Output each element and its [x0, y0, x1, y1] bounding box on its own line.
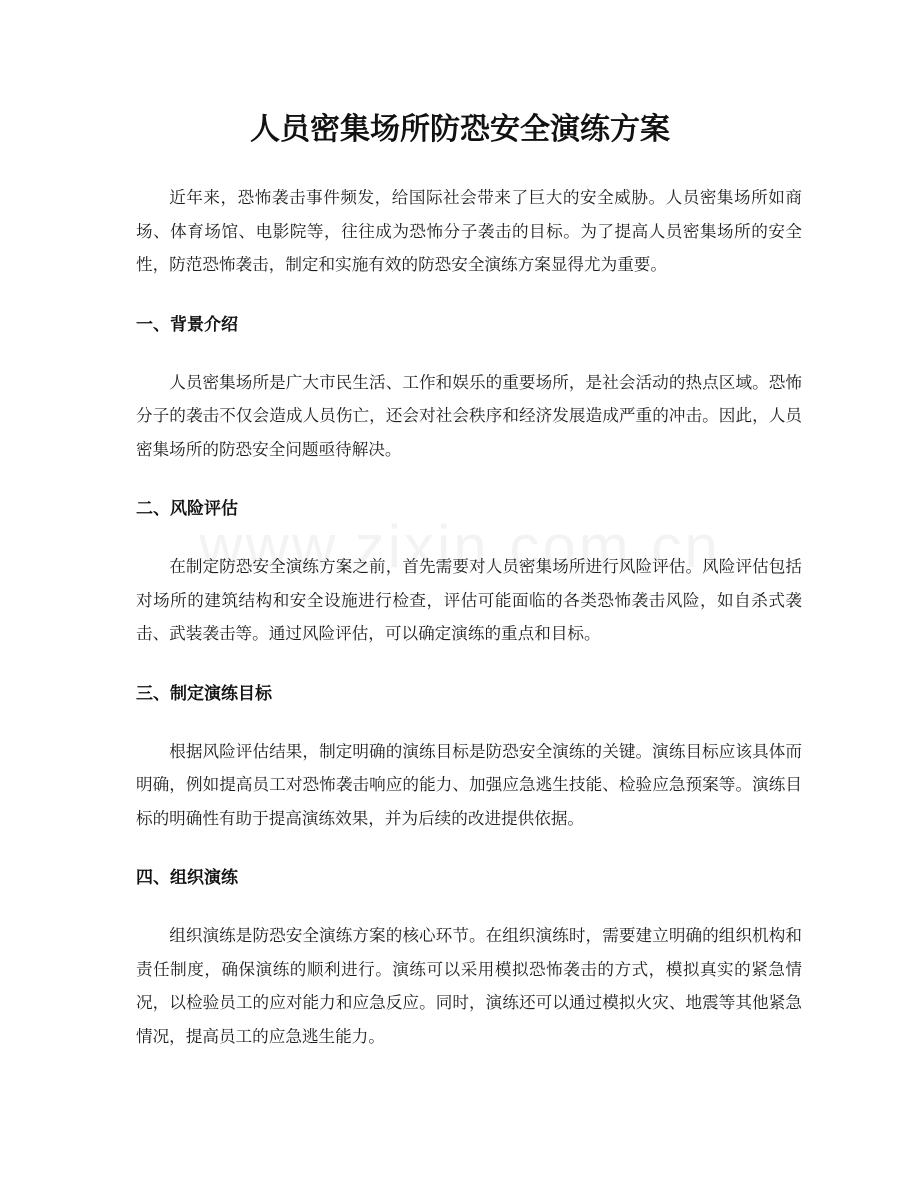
section-heading-organize-drill: 四、组织演练: [136, 868, 238, 888]
document-title: 人员密集场所防恐安全演练方案: [250, 112, 670, 147]
section-body-risk-assessment: 在制定防恐安全演练方案之前，首先需要对人员密集场所进行风险评估。风险评估包括对场所的建筑结构和安全设施进行检查，评估可能面临的各类恐怖袭击风险，如自杀式袭击、武装袭击等。通过风险评估，可以确定演练的重点和目标。: [136, 557, 802, 643]
section-heading-background: 一、背景介绍: [136, 314, 238, 335]
section-heading-drill-goals: 三、制定演练目标: [136, 683, 272, 704]
intro-paragraph: 近年来，恐怖袭击事件频发，给国际社会带来了巨大的安全威胁。人员密集场所如商场、体育场馆、电影院等，往往成为恐怖分子袭击的目标。为了提高人员密集场所的安全性，防范恐怖袭击，制定和实施有效的防恐安全演练方案显得尤为重要。: [136, 188, 802, 274]
section-body-drill-goals: 根据风险评估结果，制定明确的演练目标是防恐安全演练的关键。演练目标应该具体而明确，例如提高员工对恐怖袭击响应的能力、加强应急逃生技能、检验应急预案等。演练目标的明确性有助于提高演练效果，并为后续的改进提供依据。: [136, 741, 802, 828]
section-body-background: 人员密集场所是广大市民生活、工作和娱乐的重要场所，是社会活动的热点区域。恐怖分子的袭击不仅会造成人员伤亡，还会对社会秩序和经济发展造成严重的冲击。因此，人员密集场所的防恐安全问题亟待解决。: [136, 372, 802, 459]
section-heading-risk-assessment: 二、风险评估: [136, 499, 238, 519]
section-body-organize-drill: 组织演练是防恐安全演练方案的核心环节。在组织演练时，需要建立明确的组织机构和责任制度，确保演练的顺利进行。演练可以采用模拟恐怖袭击的方式，模拟真实的紧急情况，以检验员工的应对能力和应急反应。同时，演练还可以通过模拟火灾、地震等其他紧急情况，提高员工的应急逃生能力。: [136, 926, 802, 1046]
document-body: [136, 181, 802, 1053]
